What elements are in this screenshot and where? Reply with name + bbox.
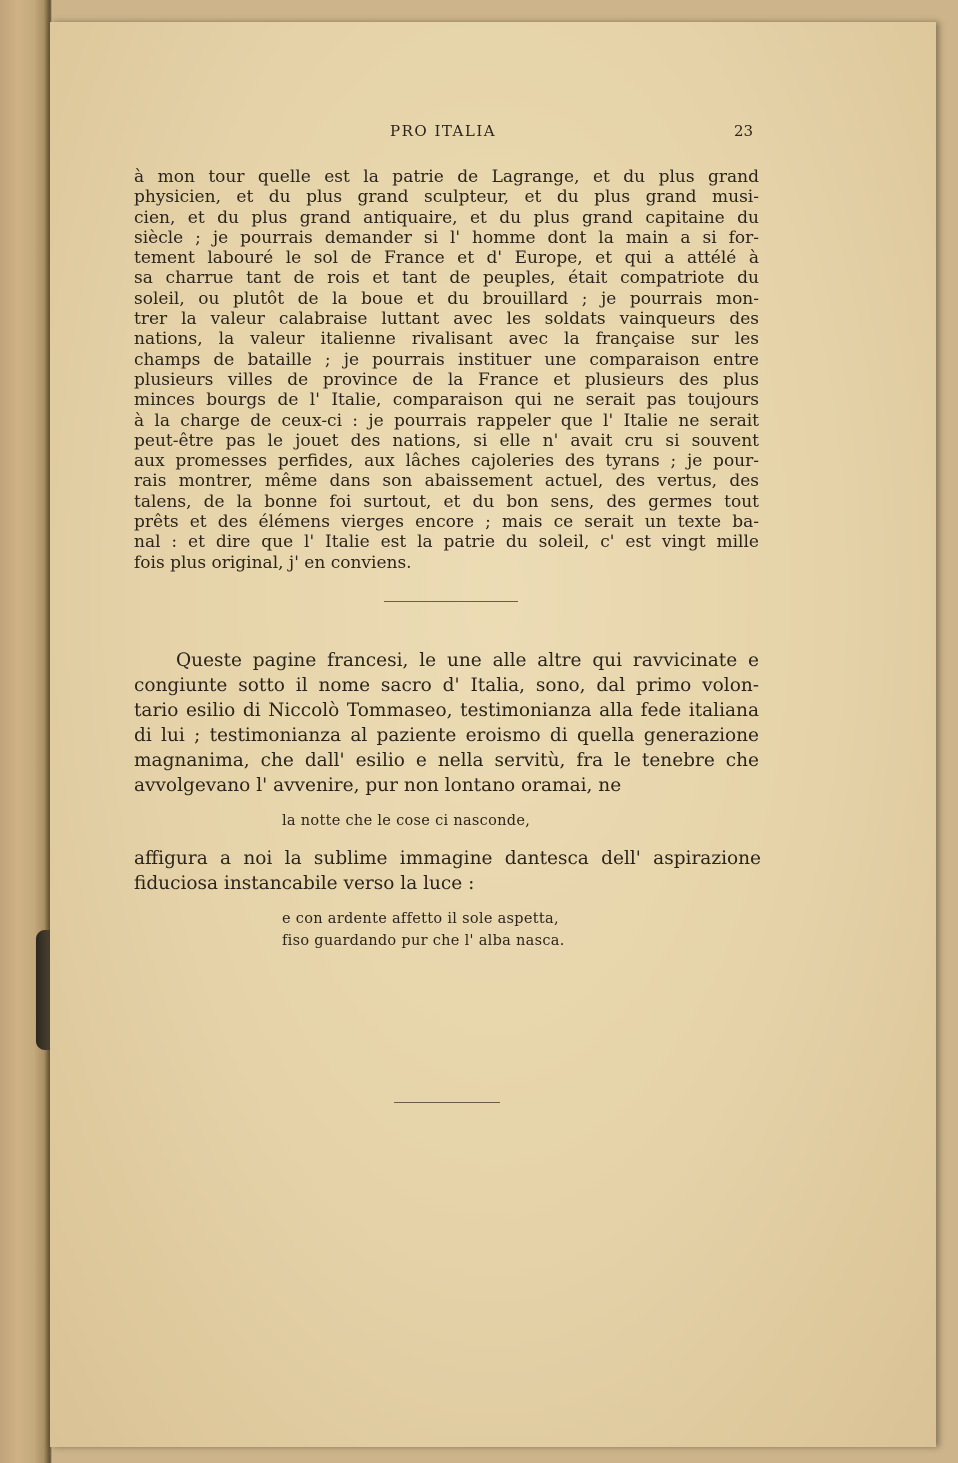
text-line: cien, et du plus grand antiquaire, et du plus grand capitaine du bbox=[134, 207, 759, 228]
section-divider bbox=[384, 601, 518, 602]
text-line: Queste pagine francesi, le une alle altre qui ravvicinate e bbox=[176, 650, 759, 671]
text-line: plusieurs villes de province de la France et plusieurs des plus bbox=[134, 369, 759, 390]
end-divider bbox=[394, 1102, 500, 1103]
italian-continuation bbox=[134, 846, 761, 896]
text-line: siècle ; je pourrais demander si l' homme dont la main a si for- bbox=[134, 227, 759, 248]
text-line: talens, de la bonne foi surtout, et du bon sens, des germes tout bbox=[134, 491, 759, 512]
french-paragraph bbox=[134, 167, 759, 573]
verse-line: fiso guardando pur che l' alba nasca. bbox=[282, 933, 565, 949]
text-line: soleil, ou plutôt de la boue et du brouillard ; je pourrais mon- bbox=[134, 288, 759, 309]
text-line: tario esilio di Niccolò Tommaseo, testimonianza alla fede italiana bbox=[134, 700, 759, 721]
verse-quote-2 bbox=[282, 908, 565, 952]
text-line: nations, la valeur italienne rivalisant avec la française sur les bbox=[134, 329, 759, 350]
text-line: magnanima, che dall' esilio e nella servitù, fra le tenebre che bbox=[134, 750, 759, 771]
text-line: tement labouré le sol de France et d' Europe, et qui a attélé à bbox=[134, 248, 759, 269]
text-line: minces bourgs de l' Italie, comparaison qui ne serait pas toujours bbox=[134, 390, 759, 411]
text-line: champs de bataille ; je pourrais instituer une comparaison entre bbox=[134, 349, 759, 370]
book-page bbox=[50, 22, 936, 1447]
text-line: nal : et dire que l' Italie est la patrie du soleil, c' est vingt mille bbox=[134, 532, 759, 553]
running-head bbox=[50, 122, 936, 146]
text-line: di lui ; testimonianza al paziente eroismo di quella generazione bbox=[134, 725, 759, 746]
verse-quote-1: la notte che le cose ci nasconde, bbox=[282, 813, 531, 829]
page-number: 23 bbox=[734, 122, 754, 140]
text-line: avvolgevano l' avvenire, pur non lontano oramai, ne bbox=[134, 775, 622, 796]
text-line: congiunte sotto il nome sacro d' Italia, sono, dal primo volon- bbox=[134, 675, 759, 696]
text-line: prêts et des élémens vierges encore ; mais ce serait un texte ba- bbox=[134, 512, 759, 533]
text-line: trer la valeur calabraise luttant avec les soldats vainqueurs des bbox=[134, 309, 759, 330]
text-line: affigura a noi la sublime immagine dantesca dell' aspirazione bbox=[134, 848, 761, 869]
text-line: rais montrer, même dans son abaissement actuel, des vertus, des bbox=[134, 471, 759, 492]
text-line: à mon tour quelle est la patrie de Lagrange, et du plus grand bbox=[134, 167, 759, 187]
running-title: PRO ITALIA bbox=[390, 122, 497, 140]
text-line: fiduciosa instancabile verso la luce : bbox=[134, 873, 475, 894]
text-line: peut-être pas le jouet des nations, si elle n' avait cru si souvent bbox=[134, 430, 759, 451]
text-line: sa charrue tant de rois et tant de peuples, était compatriote du bbox=[134, 268, 759, 289]
italian-paragraph bbox=[134, 648, 759, 798]
text-line: aux promesses perfides, aux lâches cajoleries des tyrans ; je pour- bbox=[134, 451, 759, 472]
previous-page-edge bbox=[0, 0, 50, 1463]
text-line: à la charge de ceux-ci : je pourrais rappeler que l' Italie ne serait bbox=[134, 410, 759, 431]
verse-line: e con ardente affetto il sole aspetta, bbox=[282, 911, 559, 927]
text-line: physicien, et du plus grand sculpteur, et du plus grand musi- bbox=[134, 187, 759, 208]
text-line: fois plus original, j' en conviens. bbox=[134, 552, 412, 573]
